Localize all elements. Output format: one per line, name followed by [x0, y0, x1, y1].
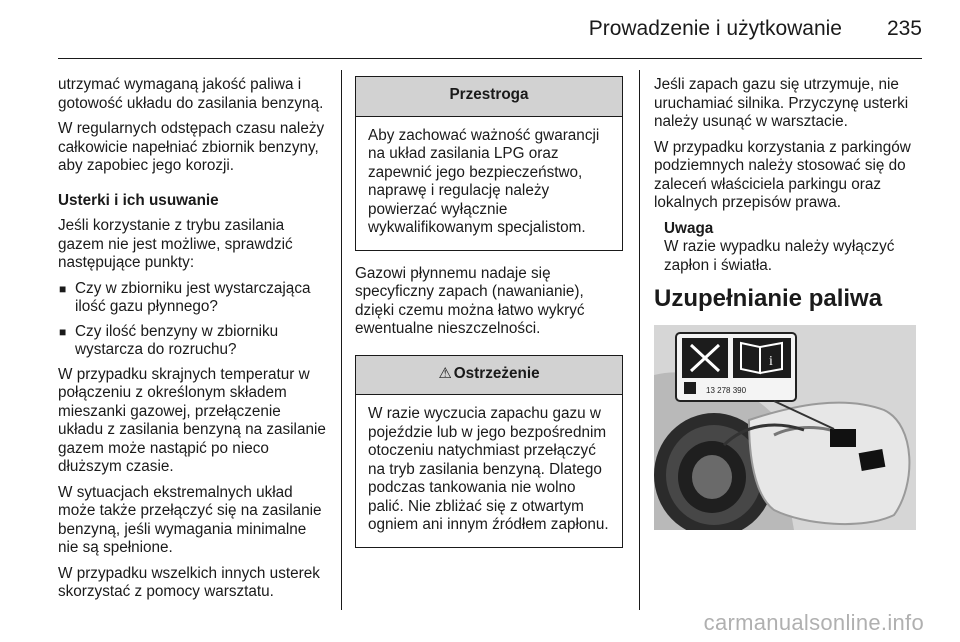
warning-box-body: W razie wyczucia zapachu gazu w pojeździe lub w jego bezpośrednim otoczeniu natychmiast przełączyć na tryb zasilania benzyną. Dlatego podczas tankowania nie wolno palić. Nie zbliżać się z otwartym ogniem ani innym źródłem zapłonu.	[368, 405, 609, 533]
bullet-square-icon: ■	[59, 324, 67, 339]
header-rule	[58, 58, 922, 59]
paragraph: W przypadku korzystania z parkingów podziemnych należy stosować się do zaleceń właściciela parkingu oraz lokalnych przepisów prawa.	[654, 138, 911, 211]
list-item	[58, 323, 330, 360]
caution-box	[355, 76, 623, 251]
paragraph: Jeśli zapach gazu się utrzymuje, nie uruchamiać silnika. Przyczynę usterki należy usunąć w warsztacie.	[654, 76, 909, 130]
paragraph: Jeśli korzystanie z trybu zasilania gazem nie jest możliwe, sprawdzić następujące punkty:	[58, 217, 293, 271]
info-book-icon: i	[769, 354, 773, 369]
column-1	[58, 76, 330, 609]
paragraph: W sytuacjach ekstremalnych układ może także przełączyć się na zasilanie benzyną, jeśli wymagania minimalne nie są spełnione.	[58, 483, 322, 556]
list-item	[58, 280, 330, 317]
warning-triangle-icon: ⚠	[438, 364, 452, 382]
warning-box	[355, 355, 623, 548]
page-header	[0, 0, 960, 60]
column-3	[654, 76, 924, 530]
list-item-text: Czy w zbiorniku jest wystarczająca ilość gazu płynnego?	[75, 279, 311, 315]
warning-box-header	[356, 356, 622, 396]
paragraph: utrzymać wymaganą jakość paliwa i gotowość układu do zasilania benzyną.	[58, 76, 324, 112]
caution-box-body: Aby zachować ważność gwarancji na układ zasilania LPG oraz zapewnić jego bezpieczeństwo, naprawę i regulację należy powierzać wyłącznie wykwalifikowanym specjalistom.	[368, 126, 600, 236]
note-title: Uwaga	[664, 219, 714, 237]
paragraph: W regularnych odstępach czasu należy całkowicie napełniać zbiornik benzyny, aby zapobiec jego korozji.	[58, 120, 325, 174]
section-title: Uzupełnianie paliwa	[654, 285, 883, 312]
list-item-text: Czy ilość benzyny w zbiorniku wystarcza do rozruchu?	[75, 322, 279, 358]
checklist	[58, 280, 330, 360]
watermark: carmanualsonline.info	[703, 610, 924, 635]
column-2	[355, 76, 623, 562]
bullet-square-icon: ■	[59, 281, 67, 296]
note-body: W razie wypadku należy wyłączyć zapłon i światła.	[664, 238, 895, 274]
note	[654, 220, 924, 276]
paragraph: W przypadku skrajnych temperatur w połączeniu z określonym składem mieszanki gazowej, przełączenie układu z zasilania benzyną na zasilanie gazem może nastąpić po nieco dłuższym czasie.	[58, 365, 326, 475]
subheading-faults: Usterki i ich usuwanie	[58, 191, 219, 209]
paragraph: W przypadku wszelkich innych usterek skorzystać z pomocy warsztatu.	[58, 564, 320, 600]
page-header-title: Prowadzenie i użytkowanie	[588, 17, 842, 40]
page-number: 235	[886, 17, 922, 40]
warning-box-title: Ostrzeżenie	[453, 364, 540, 382]
column-divider-1	[341, 70, 342, 610]
paragraph: Gazowi płynnemu nadaje się specyficzny zapach (nawanianie), dzięki czemu można łatwo wykryć ewentualne nieszczelności.	[355, 264, 585, 337]
fuel-filler-flap-photo	[654, 325, 916, 530]
column-divider-2	[639, 70, 640, 610]
caution-box-title: Przestroga	[356, 77, 622, 117]
label-code-text: 13 278 390	[706, 386, 747, 395]
